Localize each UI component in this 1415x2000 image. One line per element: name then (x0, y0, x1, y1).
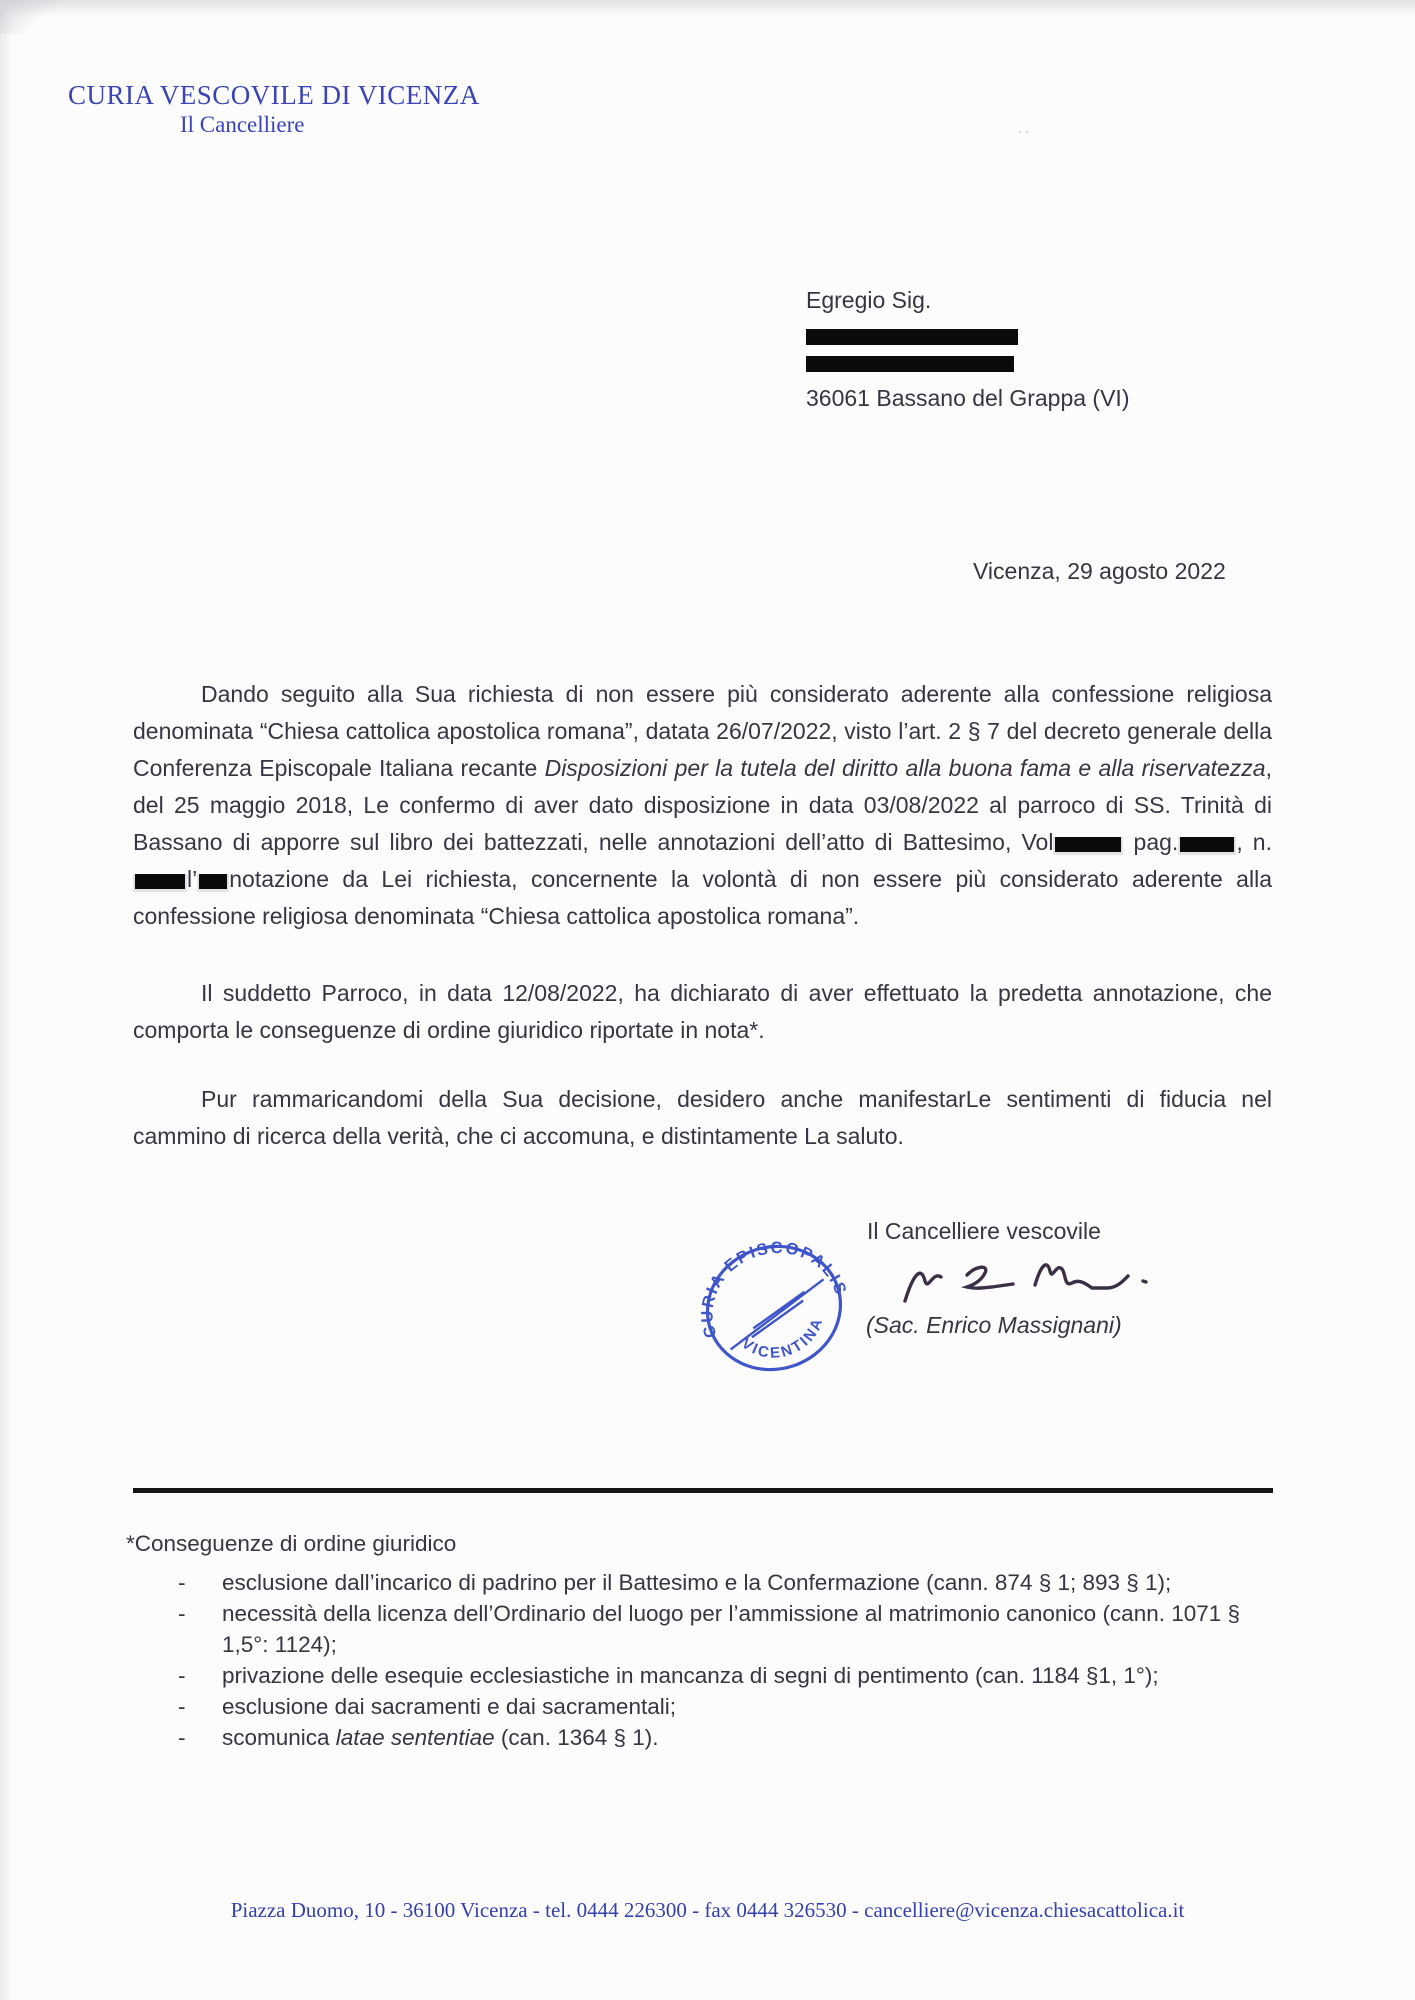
p1-text-2: , del 25 maggio 2018, Le confermo di aver dato disposizione in data 03/08/2022 al parroco di SS. Trinità di Bassano di apporre sul libro dei battezzati, nelle annotazioni dell’atto di Battesimo, Vol (133, 755, 1272, 855)
scan-artifact: .. (1018, 120, 1031, 137)
paragraph-3 (133, 1081, 1272, 1155)
p3-text: Pur rammaricandomi della Sua decisione, desidero anche manifestarLe sentimenti di fiducia nel cammino di ricerca della verità, che ci accomuna, e distintamente La saluto. (133, 1086, 1272, 1149)
list-dash: - (178, 1601, 186, 1626)
recipient-block (806, 283, 1129, 415)
p1-text-6: notazione da Lei richiesta, concernente la volontà di non essere più considerato aderente alla confessione religiosa denominata “Chiesa cattolica apostolica romana”. (133, 866, 1272, 929)
list-item: - necessità della licenza dell’Ordinario del luogo per l’ammissione al matrimonio canonico (cann. 1071 § 1,5°: 1124); (126, 1598, 1271, 1660)
letterhead-organization: CURIA VESCOVILE DI VICENZA (68, 80, 480, 110)
paragraph-1 (133, 676, 1272, 935)
paragraph-2 (133, 975, 1272, 1049)
list-item: - scomunica latae sententiae (can. 1364 § 1). (126, 1722, 1271, 1753)
scan-edge-top (0, 0, 1415, 16)
list-item: - privazione delle esequie ecclesiastiche in mancanza di segni di pentimento (can. 1184 §1, 1°); (126, 1660, 1271, 1691)
stamp-top-text: CURIA EPISCOPALIS (698, 1238, 850, 1340)
p1-text-4: , n. (1236, 829, 1272, 855)
list-dash: - (178, 1725, 186, 1750)
recipient-city: 36061 Bassano del Grappa (VI) (806, 385, 1130, 411)
p2-text: Il suddetto Parroco, in data 12/08/2022, ha dichiarato di aver effettuato la predetta annotazione, che comporta le conseguenze di ordine giuridico riportate in nota*. (133, 980, 1272, 1043)
signature-name: (Sac. Enrico Massignani) (866, 1312, 1122, 1338)
p1-italic-title: Disposizioni per la tutela del diritto alla buona fama e alla riservatezza (544, 755, 1266, 781)
recipient-salutation: Egregio Sig. (806, 287, 932, 313)
redacted-number (133, 874, 187, 892)
footnote-divider (133, 1488, 1273, 1493)
scan-edge-left (0, 0, 12, 2000)
dateline: Vicenza, 29 agosto 2022 (973, 558, 1226, 584)
p1-text-5: l’ (187, 866, 198, 892)
list-item: - esclusione dai sacramenti e dai sacramentali; (126, 1691, 1271, 1722)
svg-text:VICENTINA (735, 1310, 835, 1373)
curia-episcopalis-stamp-icon (688, 1222, 860, 1394)
list-item: - esclusione dall’incarico di padrino per il Battesimo e la Confermazione (cann. 874 § 1; 893 § 1); (126, 1567, 1271, 1598)
footnotes-heading: *Conseguenze di ordine giuridico (126, 1531, 457, 1556)
footnotes-block (126, 1528, 1271, 1753)
signature-role: Il Cancelliere vescovile (867, 1218, 1101, 1244)
list-dash: - (178, 1570, 186, 1595)
list-dash: - (178, 1694, 186, 1719)
stamp-bottom-text: VICENTINA (738, 1314, 827, 1362)
letter-footer-contact: Piazza Duomo, 10 - 36100 Vicenza - tel. 0444 226300 - fax 0444 326530 - cancelliere@vicenza.chiesacattolica.it (230, 1898, 1185, 1922)
redacted-fragment (197, 874, 229, 892)
list-dash: - (178, 1663, 186, 1688)
p1-text: Dando seguito alla Sua richiesta di non essere più considerato aderente alla confessione religiosa denominata “Chiesa cattolica apostolica romana”, datata 26/07/2022, visto l’art. 2 § 7 del decreto generale della Conferenza Episcopale Italiana recante (133, 681, 1272, 781)
redacted-volume (1053, 837, 1123, 855)
redacted-address-bar (806, 356, 1014, 372)
handwritten-signature-icon (895, 1243, 1195, 1318)
scan-edge-corner (0, 0, 70, 34)
letterhead-role: Il Cancelliere (180, 112, 305, 137)
redacted-name-bar (806, 329, 1018, 345)
p1-text-3: pag. (1123, 829, 1179, 855)
redacted-page (1178, 837, 1236, 855)
